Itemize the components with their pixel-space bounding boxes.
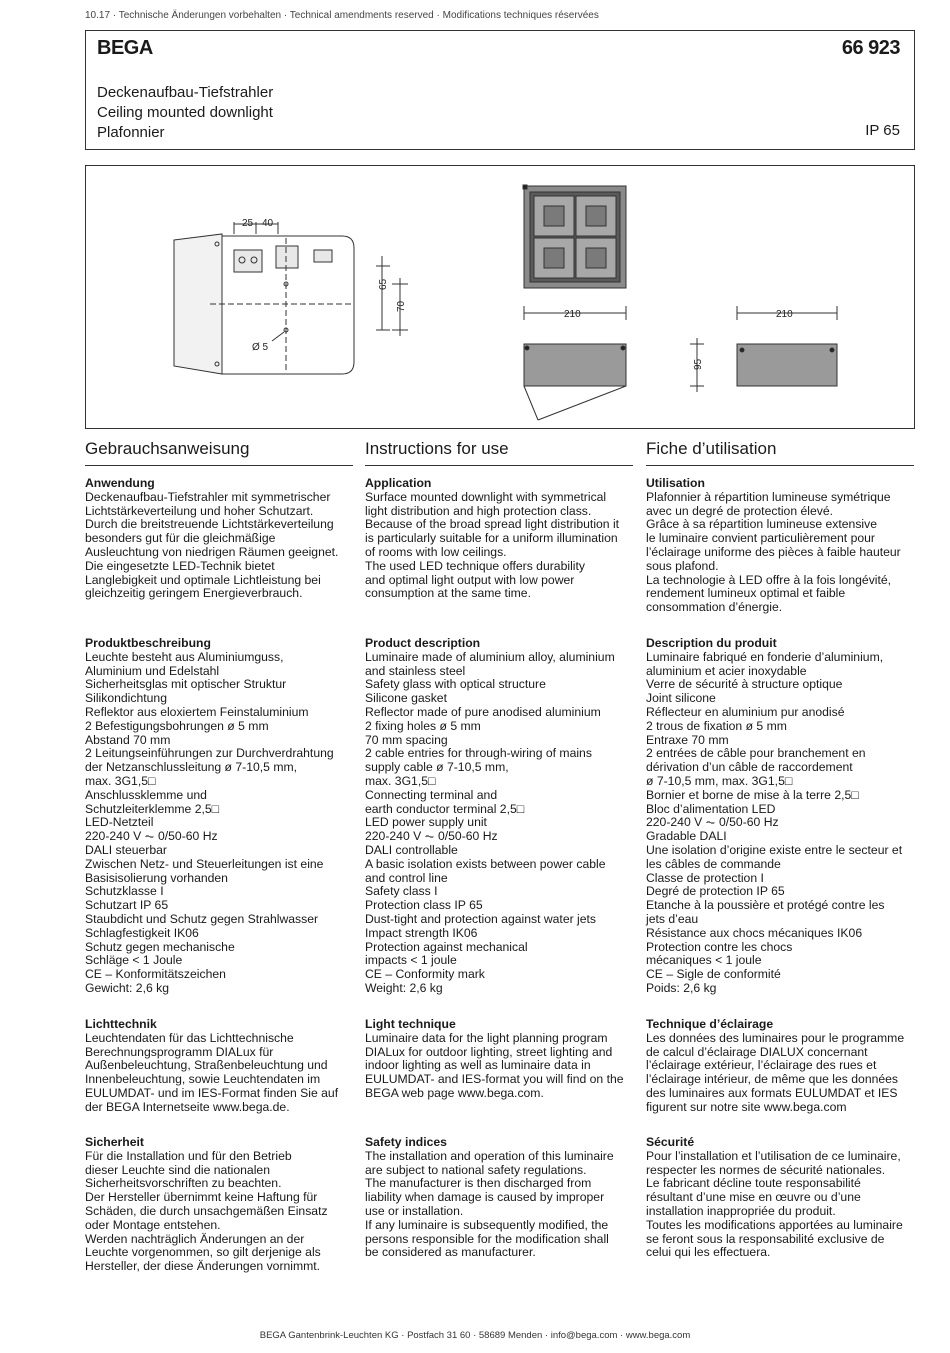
article-number: 66 923 bbox=[841, 37, 900, 59]
protection-class: IP 65 bbox=[865, 122, 900, 139]
section-heading: Anwendung bbox=[85, 476, 155, 490]
section-heading: Sicherheit bbox=[85, 1135, 144, 1149]
side-view-open bbox=[524, 344, 626, 420]
section-sicherheit bbox=[85, 1136, 355, 1274]
section-description-produit bbox=[646, 637, 916, 996]
title-fr: Plafonnier bbox=[97, 124, 165, 141]
section-heading: Description du produit bbox=[646, 636, 777, 650]
section-application bbox=[365, 477, 635, 601]
dim-210-side: 210 bbox=[776, 309, 793, 320]
revision-note: 10.17 · Technische Änderungen vorbehalten · Technical amendments reserved · Modifications techniques réservées bbox=[85, 10, 599, 21]
company-footer: BEGA Gantenbrink-Leuchten KG · Postfach 31 60 · 58689 Menden · info@bega.com · www.bega.com bbox=[259, 1330, 691, 1341]
product-titles bbox=[97, 83, 273, 143]
section-utilisation bbox=[646, 477, 916, 615]
drawing-svg bbox=[86, 166, 916, 430]
section-heading: Produktbeschreibung bbox=[85, 636, 211, 650]
section-body: Pour l’installation et l’utilisation de ce luminaire, respecter les normes de sécurité nationales. Le fabricant décline toute responsabilité résultant d’une mise en œuvre ou d’une installation inappropriée du produit. Toutes les modifications apportées au luminaire se feront sous la responsabilité exclusive de celui qui les effectuera. bbox=[646, 1148, 903, 1260]
section-heading: Lichttechnik bbox=[85, 1017, 157, 1031]
side-view bbox=[737, 344, 837, 386]
section-body: The installation and operation of this luminaire are subject to national safety regulations. The manufacturer is then discharged from liability when damage is caused by improper use or installation. If any luminaire is subsequently modified, the persons responsible for the modification shall be considered as manufacturer. bbox=[365, 1148, 614, 1260]
brand-name: BEGA bbox=[97, 37, 153, 59]
column-title-de: Gebrauchsanweisung bbox=[85, 439, 353, 466]
section-body: Für die Installation und für den Betrieb dieser Leuchte sind die nationalen Sicherheitsvorschriften zu beachten. Der Hersteller übernimmt keine Haftung für Schäden, die durch unsachgemäßen Einsatz oder Montage entstehen. Werden nachträglich Änderungen an der Leuchte vorgenommen, so gilt derjenige als Hersteller, der diese Änderungen vornimmt. bbox=[85, 1148, 328, 1274]
front-view bbox=[523, 185, 626, 288]
dim-70: 70 bbox=[396, 300, 407, 312]
mounting-view bbox=[174, 222, 408, 374]
section-safety-indices bbox=[365, 1136, 635, 1260]
technical-drawing bbox=[85, 165, 915, 429]
dim-hole: Ø 5 bbox=[252, 342, 269, 353]
section-light-technique bbox=[365, 1018, 635, 1101]
dim-65: 65 bbox=[378, 278, 389, 290]
section-body: Luminaire data for the light planning program DIALux for outdoor lighting, street lighting and indoor lighting as well as luminaire data in EULUMDAT- and IES-format you will find on the BEGA web page www.bega.com. bbox=[365, 1030, 624, 1100]
section-anwendung bbox=[85, 477, 355, 601]
section-heading: Light technique bbox=[365, 1017, 456, 1031]
section-produktbeschreibung bbox=[85, 637, 355, 996]
section-body: Leuchte besteht aus Aluminiumguss, Aluminium und Edelstahl Sicherheitsglas mit optischer Struktur Silikondichtung Reflektor aus eloxiertem Feinstaluminium 2 Befestigungsbohrungen ø 5 mm Abstand 70 mm 2 Leitungseinführungen zur Durchverdrahtung der Netzanschlussleitung ø 7-10,5 mm, max. 3G1,5□ Anschlussklemme und Schutzleiterklemme 2,5□ LED-Netzteil 220-240 V ⏦ 0/50-60 Hz DALI steuerbar Zwischen Netz- und Steuerleitungen ist eine Basisisolierung vorhanden Schutzklasse I Schutzart IP 65 Staubdicht und Schutz gegen Strahlwasser Schlagfestigkeit IK06 Schutz gegen mechanische Schläge < 1 Joule CE – Konformitätszeichen Gewicht: 2,6 kg bbox=[85, 649, 334, 995]
section-heading: Product description bbox=[365, 636, 481, 650]
section-heading: Safety indices bbox=[365, 1135, 447, 1149]
section-technique-eclairage bbox=[646, 1018, 916, 1115]
section-body: Leuchtendaten für das Lichttechnische Berechnungsprogramm DIALux für Außenbeleuchtung, Straßenbeleuchtung und Innenbeleuchtung, sowie Leuchtendaten im EULUMDAT- und im IES-Format finden Sie auf der BEGA Internetseite www.bega.de. bbox=[85, 1030, 339, 1114]
column-title-en: Instructions for use bbox=[365, 439, 633, 466]
section-body: Surface mounted downlight with symmetrical light distribution and high protection class. Because of the broad spread light distribution it is particularly suitable for a uniform illumination of rooms with low ceilings. The used LED technique offers durability and optimal light output with low power consumption at the same time. bbox=[365, 489, 620, 601]
dim-95: 95 bbox=[693, 358, 704, 370]
title-de: Deckenaufbau-Tiefstrahler bbox=[97, 84, 274, 101]
section-body: Luminaire made of aluminium alloy, aluminium and stainless steel Safety glass with optical structure Silicone gasket Reflector made of pure anodised aluminium 2 fixing holes ø 5 mm 70 mm spacing 2 cable entries for through-wiring of mains supply cable ø 7-10,5 mm, max. 3G1,5□ Connecting terminal and earth conductor terminal 2,5□ LED power supply unit 220-240 V ⏦ 0/50-60 Hz DALI controllable A basic isolation exists between power cable and control line Safety class I Protection class IP 65 Dust-tight and protection against water jets Impact strength IK06 Protection against mechanical impacts < 1 joule CE – Conformity mark Weight: 2,6 kg bbox=[365, 649, 615, 995]
section-body: Les données des luminaires pour le programme de calcul d’éclairage DIALUX concernant l’éclairage extérieur, l’éclairage des rues et l’éclairage intérieur, de même que les données des luminaires aux formats EULUMDAT et IES figurent sur notre site www.bega.com bbox=[646, 1030, 905, 1114]
section-body: Luminaire fabriqué en fonderie d’aluminium, aluminium et acier inoxydable Verre de sécurité à structure optique Joint silicone Réflecteur en aluminium pur anodisé 2 trous de fixation ø 5 mm Entraxe 70 mm 2 entrées de câble pour branchement en dérivation d’un câble de raccordement ø 7-10,5 mm, max. 3G1,5□ Bornier et borne de mise à la terre 2,5□ Bloc d’alimentation LED 220-240 V ⏦ 0/50-60 Hz Gradable DALI Une isolation d’origine existe entre le secteur et les câbles de commande Classe de protection I Degré de protection IP 65 Etanche à la poussière et protégé contre les jets d’eau Résistance aux chocs mécaniques IK06 Protection contre les chocs mécaniques < 1 joule CE – Sigle de conformité Poids: 2,6 kg bbox=[646, 649, 903, 995]
dim-210-front: 210 bbox=[564, 309, 581, 320]
column-title-fr: Fiche d’utilisation bbox=[646, 439, 914, 466]
title-en: Ceiling mounted downlight bbox=[97, 104, 273, 121]
section-body: Deckenaufbau-Tiefstrahler mit symmetrischer Lichtstärkeverteilung und hoher Schutzart. Durch die breitstreuende Lichtstärkeverteilung besonders gut für die gleichmäßige Ausleuchtung von niedrigen Räumen geeignet. Die eingesetzte LED-Technik bietet Langlebigkeit und optimale Lichtleistung bei gleichzeitig geringem Energieverbrauch. bbox=[85, 489, 339, 601]
column-en bbox=[365, 439, 635, 466]
section-heading: Technique d’éclairage bbox=[646, 1017, 774, 1031]
section-securite bbox=[646, 1136, 916, 1260]
dim-40: 40 bbox=[262, 218, 274, 229]
section-lichttechnik bbox=[85, 1018, 355, 1115]
section-body: Plafonnier à répartition lumineuse symétrique avec un degré de protection élevé. Grâce à sa répartition lumineuse extensive le luminaire convient particulièrement pour l’éclairage uniforme des pièces à faible hauteur sous plafond. La technologie à LED offre à la fois longévité, rendement lumineux optimal et faible consommation d’énergie. bbox=[646, 489, 901, 615]
dim-25: 25 bbox=[242, 218, 254, 229]
section-heading: Sécurité bbox=[646, 1135, 695, 1149]
column-de bbox=[85, 439, 355, 466]
column-fr bbox=[646, 439, 916, 466]
section-heading: Application bbox=[365, 476, 432, 490]
section-product-description bbox=[365, 637, 635, 996]
section-heading: Utilisation bbox=[646, 476, 705, 490]
product-header bbox=[85, 30, 915, 150]
